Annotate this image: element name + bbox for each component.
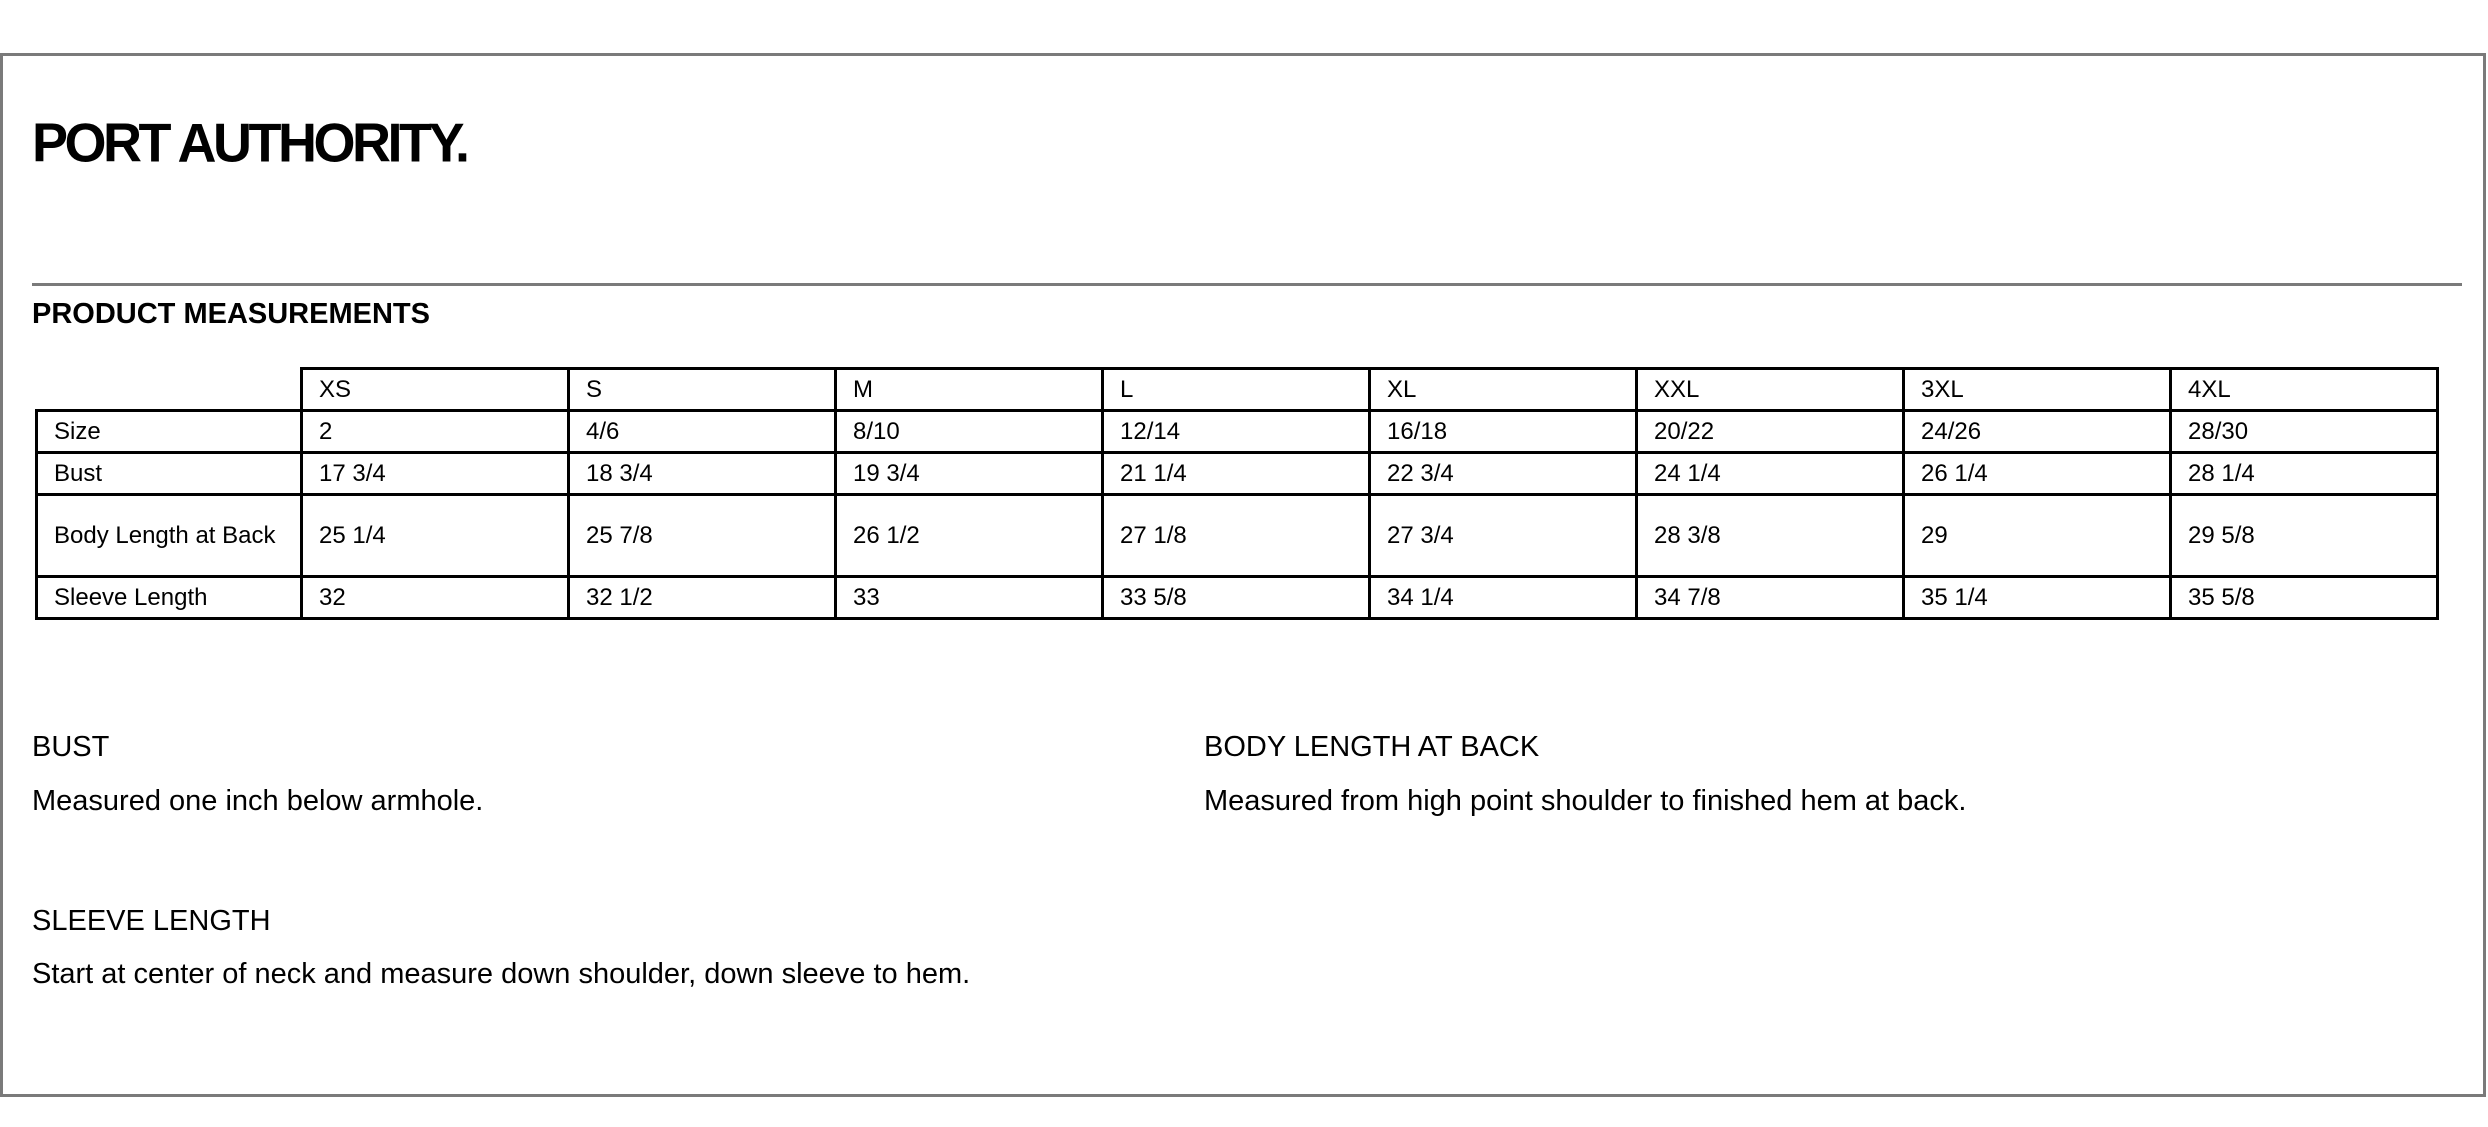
table-cell: 29 5/8 [2171, 495, 2438, 577]
table-cell: 25 7/8 [569, 495, 836, 577]
table-row [37, 453, 2438, 495]
table-cell: 20/22 [1637, 411, 1904, 453]
row-label: Bust [37, 453, 302, 495]
table-cell: 8/10 [836, 411, 1103, 453]
column-header: L [1103, 369, 1370, 411]
table-cell: 4/6 [569, 411, 836, 453]
measurements-table [35, 367, 2439, 620]
table-cell: 33 [836, 577, 1103, 619]
table-cell: 35 1/4 [1904, 577, 2171, 619]
column-header: XXL [1637, 369, 1904, 411]
section-title: PRODUCT MEASUREMENTS [32, 298, 430, 330]
brand-logo: PORT AUTHORITY. [32, 112, 467, 174]
table-cell: 28 3/8 [1637, 495, 1904, 577]
table-row [37, 411, 2438, 453]
table-header-row [37, 369, 2438, 411]
table-cell: 26 1/2 [836, 495, 1103, 577]
table-cell: 27 3/4 [1370, 495, 1637, 577]
body-length-description: Measured from high point shoulder to finished hem at back. [1204, 785, 1967, 817]
table-row [37, 577, 2438, 619]
table-cell: 17 3/4 [302, 453, 569, 495]
table-cell: 34 1/4 [1370, 577, 1637, 619]
table-cell: 22 3/4 [1370, 453, 1637, 495]
column-header: 3XL [1904, 369, 2171, 411]
bust-title: BUST [32, 731, 110, 763]
column-header: 4XL [2171, 369, 2438, 411]
table-row [37, 495, 2438, 577]
table-cell: 19 3/4 [836, 453, 1103, 495]
size-chart-sheet [0, 53, 2486, 1097]
table-cell: 18 3/4 [569, 453, 836, 495]
table-cell: 2 [302, 411, 569, 453]
column-header: S [569, 369, 836, 411]
table-cell: 29 [1904, 495, 2171, 577]
header-divider [32, 283, 2462, 286]
table-cell: 16/18 [1370, 411, 1637, 453]
row-label: Sleeve Length [37, 577, 302, 619]
table-cell: 34 7/8 [1637, 577, 1904, 619]
column-header: XL [1370, 369, 1637, 411]
sleeve-length-title: SLEEVE LENGTH [32, 905, 271, 937]
table-cell: 28 1/4 [2171, 453, 2438, 495]
column-header: M [836, 369, 1103, 411]
sleeve-length-description: Start at center of neck and measure down shoulder, down sleeve to hem. [32, 958, 971, 990]
row-label: Size [37, 411, 302, 453]
table-cell: 27 1/8 [1103, 495, 1370, 577]
row-label: Body Length at Back [37, 495, 302, 577]
table-cell: 32 [302, 577, 569, 619]
table-cell: 33 5/8 [1103, 577, 1370, 619]
bust-description: Measured one inch below armhole. [32, 785, 484, 817]
table-cell: 35 5/8 [2171, 577, 2438, 619]
body-length-title: BODY LENGTH AT BACK [1204, 731, 1540, 763]
table-cell: 25 1/4 [302, 495, 569, 577]
table-cell: 12/14 [1103, 411, 1370, 453]
table-cell: 24 1/4 [1637, 453, 1904, 495]
table-cell: 28/30 [2171, 411, 2438, 453]
table-corner-cell [37, 369, 302, 411]
table-cell: 24/26 [1904, 411, 2171, 453]
table-cell: 21 1/4 [1103, 453, 1370, 495]
table-cell: 32 1/2 [569, 577, 836, 619]
column-header: XS [302, 369, 569, 411]
table-cell: 26 1/4 [1904, 453, 2171, 495]
